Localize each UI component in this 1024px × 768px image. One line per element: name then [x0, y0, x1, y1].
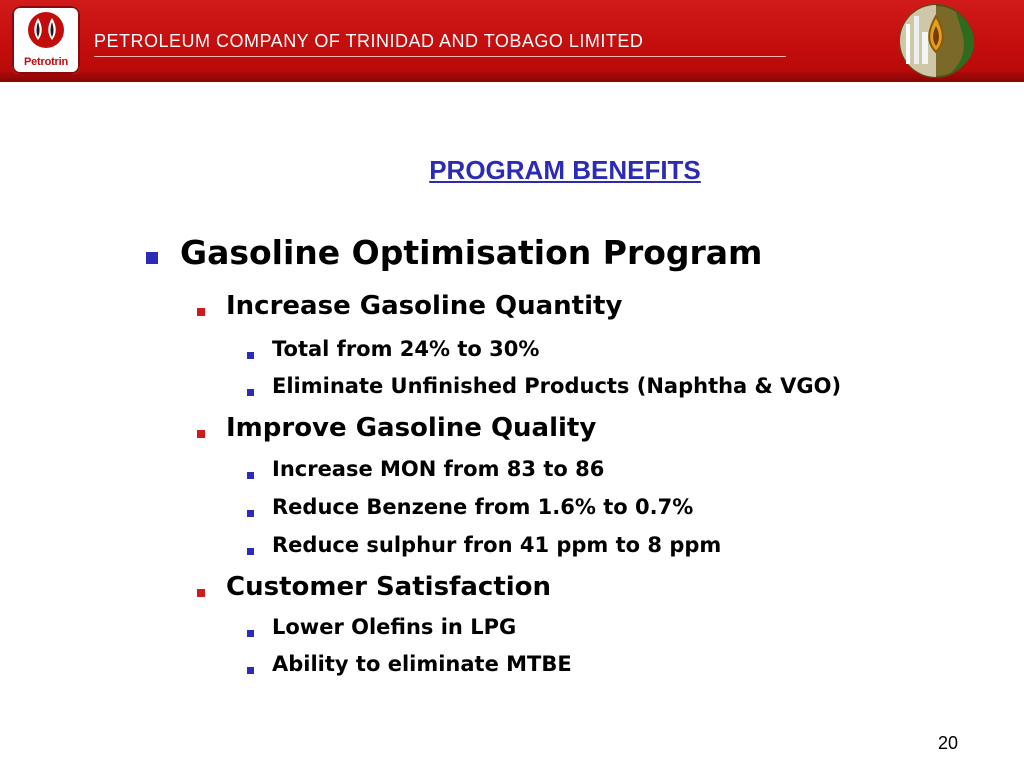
section-point: Lower Olefins in LPG: [272, 615, 517, 639]
section-point: Ability to eliminate MTBE: [272, 652, 572, 676]
bullet-square-icon: [197, 430, 205, 438]
oil-drop-logo-icon: [22, 10, 70, 50]
bullet-square-icon: [247, 352, 254, 359]
section-point: Eliminate Unfinished Products (Naphtha & VGO): [272, 374, 842, 398]
bullet-square-icon: [197, 308, 205, 316]
section-point: Total from 24% to 30%: [272, 337, 540, 361]
section-heading: Improve Gasoline Quality: [226, 413, 597, 443]
petrotrin-logo: [12, 6, 80, 74]
bullet-square-icon: [247, 389, 254, 396]
section-point: Reduce Benzene from 1.6% to 0.7%: [272, 495, 694, 519]
program-heading: Gasoline Optimisation Program: [180, 233, 763, 272]
bullet-square-icon: [247, 548, 254, 555]
page-number: 20: [938, 733, 959, 753]
bullet-square-icon: [197, 589, 205, 597]
section-point: Reduce sulphur fron 41 ppm to 8 ppm: [272, 533, 722, 557]
header-rule: [94, 56, 786, 57]
bullet-square-icon: [247, 630, 254, 637]
refinery-emblem-icon: [884, 2, 988, 80]
header-banner: [0, 0, 1024, 82]
header-shadow: [0, 72, 1024, 82]
bullet-square-icon: [146, 252, 158, 264]
bullet-square-icon: [247, 667, 254, 674]
company-name: PETROLEUM COMPANY OF TRINIDAD AND TOBAGO LIMITED: [94, 31, 644, 51]
slide-title: PROGRAM BENEFITS: [429, 155, 701, 185]
bullet-square-icon: [247, 510, 254, 517]
section-heading: Increase Gasoline Quantity: [226, 291, 623, 321]
section-point: Increase MON from 83 to 86: [272, 457, 605, 481]
logo-brand-text: Petrotrin: [23, 56, 69, 68]
bullet-square-icon: [247, 472, 254, 479]
section-heading: Customer Satisfaction: [226, 572, 552, 602]
